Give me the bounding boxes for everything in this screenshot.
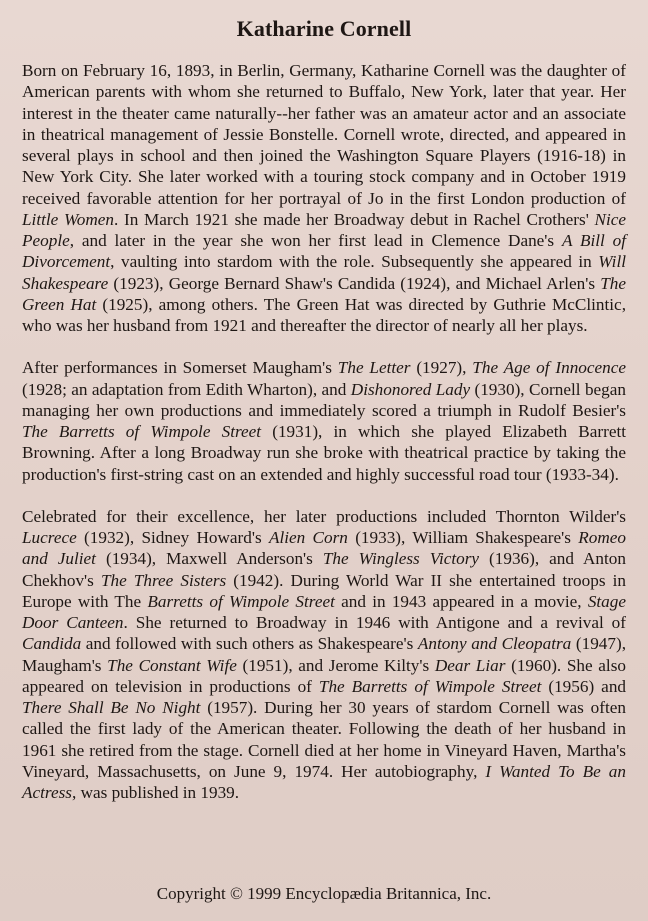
italic-title: Alien Corn bbox=[268, 528, 348, 547]
text-run: (1936), and Anton Chekhov's bbox=[22, 549, 626, 590]
text-run: (1933), William Shakespeare's bbox=[347, 528, 579, 547]
paragraph-3 bbox=[22, 506, 626, 804]
italic-title: Nice People bbox=[22, 209, 626, 250]
text-run: , vaulting into stardom with the role. Subsequently she appeared in bbox=[110, 252, 599, 272]
text-run: (1934), Maxwell Anderson's bbox=[95, 549, 323, 569]
text-run: and in 1943 appeared in a movie, bbox=[334, 591, 588, 611]
text-run: and followed with such others as Shakespeare's bbox=[81, 634, 418, 654]
text-run: (1957). During her 30 years of stardom Cornell was often called the first lady of the American theater. Following the death of her husband in 1961 she retired from the stage. Cornell died at her home in Vineyard Haven, Martha's Vineyard, Massachusetts, on June 9, 1974. Her autobiography, bbox=[22, 698, 626, 781]
paragraph-1 bbox=[22, 60, 626, 336]
text-run: (1925), among others. The Green Hat was directed by Guthrie McClintic, who was her husband from 1921 and thereafter the director of nearly all her plays. bbox=[22, 294, 626, 335]
text-run: Celebrated for their excellence, her later productions included Thornton Wilder's bbox=[22, 506, 626, 526]
text-run: After performances in Somerset Maugham's bbox=[22, 358, 338, 378]
italic-title: A Bill of Divorcement bbox=[22, 231, 626, 272]
italic-title: The Green Hat bbox=[22, 273, 626, 314]
text-run: (1923), George Bernard Shaw's Candida (1924), and Michael Arlen's bbox=[108, 273, 601, 293]
text-run: (1947), Maugham's bbox=[22, 634, 626, 675]
italic-title: Dishonored Lady bbox=[350, 379, 471, 399]
italic-title: The Three Sisters bbox=[100, 570, 227, 590]
italic-title: Candida bbox=[22, 634, 82, 654]
text-run: Born on February 16, 1893, in Berlin, Germany, Katharine Cornell was the daughter of American parents with whom she returned to Buffalo, New York, later that year. Her interest in the theater came naturally--her father was an amateur actor and an associate in theatrical management of Jessie Bonstelle. Cornell wrote, directed, and appeared in several plays in school and then joined the Washington Square Players (1916-18) in New York City. She later worked with a touring stock company and in October 1919 received favorable attention for her portrayal of Jo in the first London production of bbox=[22, 61, 626, 208]
italic-title: I Wanted To Be an Actress bbox=[22, 761, 626, 802]
italic-title: Antony and Cleopatra bbox=[417, 634, 572, 654]
text-run: , was published in 1939. bbox=[71, 783, 240, 802]
italic-title: There Shall Be No Night bbox=[22, 698, 201, 717]
text-run: (1928; an adaptation from Edith Wharton), and bbox=[22, 379, 351, 399]
copyright-notice: Copyright © 1999 Encyclopædia Britannica, Inc. bbox=[156, 884, 492, 903]
text-run: (1951), and Jerome Kilty's bbox=[236, 655, 435, 675]
italic-title: Little Women bbox=[22, 209, 114, 229]
italic-title: Dear Liar bbox=[434, 655, 506, 675]
text-run: (1932), Sidney Howard's bbox=[76, 528, 269, 547]
text-run: (1956) and bbox=[541, 676, 627, 696]
italic-title: The Barretts of Wimpole Street bbox=[22, 422, 262, 441]
italic-title: The Wingless Victory bbox=[322, 549, 480, 569]
text-run: (1927), bbox=[410, 358, 473, 378]
text-run: (1960). She also appeared on television in productions of bbox=[22, 655, 626, 696]
italic-title: Lucrece bbox=[22, 528, 77, 547]
italic-title: Will Shakespeare bbox=[22, 252, 626, 293]
text-run: . In March 1921 she made her Broadway debut in Rachel Crothers' bbox=[113, 209, 595, 229]
article-body bbox=[22, 60, 626, 803]
text-run: (1931), in which she played Elizabeth Barrett Browning. After a long Broadway run she broke with theatrical practice by taking the production's first-string cast on an extended and highly successful road tour (1933-34). bbox=[22, 422, 626, 484]
text-run: , and later in the year she won her first lead in Clemence Dane's bbox=[69, 231, 562, 250]
text-run: . She returned to Broadway in 1946 with Antigone and a revival of bbox=[123, 613, 626, 632]
text-run: (1942). During World War II she entertained troops in Europe with The bbox=[22, 570, 626, 611]
italic-title: The Age of Innocence bbox=[472, 358, 626, 378]
italic-title: Barretts of Wimpole Street bbox=[147, 591, 335, 611]
paragraph-2 bbox=[22, 357, 626, 485]
italic-title: The Barretts of Wimpole Street bbox=[318, 676, 542, 696]
text-run: (1930), Cornell began managing her own productions and immediately scored a triumph in Rudolf Besier's bbox=[22, 379, 626, 420]
italic-title: Stage Door Canteen bbox=[22, 591, 626, 632]
italic-title: Romeo and Juliet bbox=[22, 528, 626, 569]
page-title: Katharine Cornell bbox=[236, 16, 412, 41]
italic-title: The Constant Wife bbox=[107, 655, 237, 675]
italic-title: The Letter bbox=[337, 358, 411, 378]
